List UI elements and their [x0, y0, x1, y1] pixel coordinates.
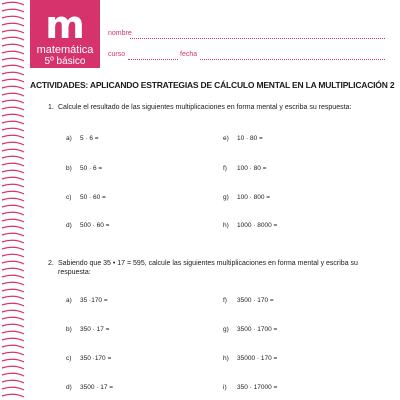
exercise-item: a) 5 · 6 =	[66, 135, 99, 142]
exercise-item: h) 1000 · 8000 =	[223, 222, 278, 229]
question-2	[48, 259, 358, 277]
spiral-loop	[2, 338, 24, 341]
spiral-loop	[2, 93, 24, 96]
spiral-loop	[2, 86, 24, 89]
date-label: fecha	[180, 51, 198, 58]
spiral-loop	[2, 121, 24, 124]
spiral-loop	[2, 163, 24, 166]
name-field[interactable]	[130, 38, 385, 39]
spiral-loop	[2, 254, 24, 257]
spiral-loop	[2, 2, 24, 5]
spiral-loop	[2, 205, 24, 208]
spiral-loop	[2, 352, 24, 355]
exercise-item: c) 50 · 60 =	[66, 194, 106, 201]
exercise-item: e) 10 · 80 =	[223, 135, 263, 142]
name-label: nombre	[108, 30, 132, 37]
question-number: 2.	[48, 260, 54, 267]
date-field[interactable]	[200, 59, 385, 60]
spiral-loop	[2, 282, 24, 285]
spiral-loop	[2, 310, 24, 313]
spiral-loop	[2, 317, 24, 320]
spiral-loop	[2, 324, 24, 327]
exercise-item: a) 35 ·170 =	[66, 297, 108, 304]
spiral-loop	[2, 359, 24, 362]
spiral-loop	[2, 191, 24, 194]
question-prompt: Sabiendo que 35 • 17 = 595, calcule las siguientes multiplicaciones en forma mental y escriba su respuesta:	[58, 260, 358, 276]
brand-grade: 5º básico	[44, 56, 86, 67]
brand-logo-letter: m	[45, 3, 85, 47]
spiral-loop	[2, 100, 24, 103]
exercise-item: g) 100 · 800 =	[223, 194, 271, 201]
exercise-item: d) 3500 · 17 =	[66, 384, 114, 391]
spiral-loop	[2, 30, 24, 33]
exercise-item: h) 35000 · 170 =	[223, 355, 278, 362]
spiral-loop	[2, 135, 24, 138]
spiral-loop	[2, 226, 24, 229]
spiral-loop	[2, 289, 24, 292]
question-1	[48, 103, 358, 112]
spiral-loop	[2, 114, 24, 117]
spiral-loop	[2, 331, 24, 334]
spiral-loop	[2, 296, 24, 299]
spiral-loop	[2, 128, 24, 131]
spiral-loop	[2, 142, 24, 145]
question-prompt: Calcule el resultado de las siguientes multiplicaciones en forma mental y escriba su respuesta:	[58, 104, 352, 111]
spiral-loop	[2, 394, 24, 397]
spiral-loop	[2, 303, 24, 306]
exercise-item: i) 350 · 17000 =	[223, 384, 278, 391]
question-number: 1.	[48, 104, 54, 111]
spiral-loop	[2, 177, 24, 180]
spiral-loop	[2, 275, 24, 278]
exercise-item: b) 50 · 6 =	[66, 165, 103, 172]
spiral-loop	[2, 261, 24, 264]
spiral-loop	[2, 268, 24, 271]
spiral-loop	[2, 72, 24, 75]
spiral-loop	[2, 366, 24, 369]
course-label: curso	[108, 51, 126, 58]
spiral-loop	[2, 65, 24, 68]
spiral-loop	[2, 373, 24, 376]
spiral-loop	[2, 58, 24, 61]
brand-logo-block	[30, 0, 100, 68]
spiral-binding	[0, 0, 28, 400]
exercise-item: g) 3500 · 1700 =	[223, 326, 278, 333]
spiral-loop	[2, 380, 24, 383]
spiral-loop	[2, 44, 24, 47]
brand-subject: matemática	[36, 44, 94, 56]
spiral-loop	[2, 156, 24, 159]
course-field[interactable]	[128, 59, 178, 60]
spiral-loop	[2, 212, 24, 215]
exercise-item: d) 500 · 60 =	[66, 222, 110, 229]
spiral-loop	[2, 184, 24, 187]
spiral-loop	[2, 23, 24, 26]
spiral-loop	[2, 79, 24, 82]
worksheet-title: ACTIVIDADES: APLICANDO ESTRATEGIAS DE CÁLCULO MENTAL EN LA MULTIPLICACIÓN 2	[30, 80, 395, 90]
exercise-item: c) 350 ·170 =	[66, 355, 112, 362]
spiral-loop	[2, 149, 24, 152]
spiral-loop	[2, 345, 24, 348]
spiral-loop	[2, 51, 24, 54]
spiral-loop	[2, 233, 24, 236]
spiral-loop	[2, 198, 24, 201]
spiral-loop	[2, 170, 24, 173]
spiral-loop	[2, 219, 24, 222]
spiral-loop	[2, 240, 24, 243]
exercise-item: f) 3500 · 170 =	[223, 297, 274, 304]
spiral-loop	[2, 247, 24, 250]
spiral-loop	[2, 16, 24, 19]
exercise-item: b) 350 · 17 =	[66, 326, 110, 333]
exercise-item: f) 100 · 80 =	[223, 165, 267, 172]
spiral-loop	[2, 9, 24, 12]
spiral-loop	[2, 107, 24, 110]
spiral-loop	[2, 387, 24, 390]
spiral-loop	[2, 37, 24, 40]
